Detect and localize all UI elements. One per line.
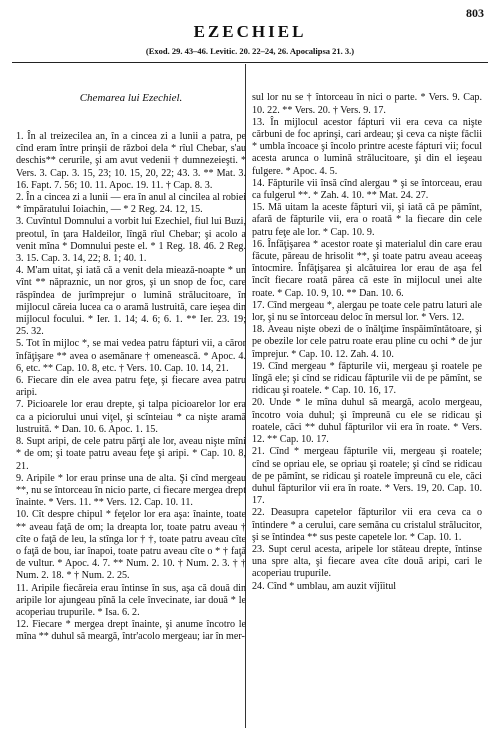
- right-column-text: sul lor nu se † întorceau în nici o parte. * Vers. 9. Cap. 10. 22. ** Vers. 20. † Vers. 9. 17. 13. În mijlocul acestor fápturi vii era ceva ca nişte cărbuni de foc aprinşi, cari ardeau; şi ceva ca nişte făclii * umbla încoace şi încolo printre aceste fápturi vii; focul acesta arunca o lumină strălucitoare, şi din el ieşeau fulgere. * Apoc. 4. 5. 14. Făpturile vii însă cînd alergau * şi se întorceau, erau ca fulgerul **. * Zah. 4. 10. ** Mat. 24. 27. 15. Mă uitam la aceste făpturi vii, şi iată că pe pămînt, afară de făpturile vii, era o roată * la fiecare din cele patru feţe ale lor. * Cap. 10. 9. 16. Înfăţişarea * acestor roate şi materialul din care erau făcute, păreau de hrisolit **, şi toate patru aveau aceeaş întocmire. Înfăţişarea şi alcătuirea lor erau de aşa fel încît fiecare roată părea că este în mijlocul unei alte roate. * Cap. 10. 9, 10. ** Dan. 10. 6. 17. Cînd mergeau *, alergau pe toate cele patru laturi ale lor, şi nu se întorceau deloc în mersul lor. * Vers. 12. 18. Aveau nişte obezi de o înălţime înspăimîntătoare, şi pe obezile lor cele patru roate erau pline cu ochi * de jur împrejur. * Cap. 10. 12. Zah. 4. 10. 19. Cînd mergeau * făpturile vii, mergeau şi roatele pe lîngă ele; şi cînd se ridicau făpturile vii de pe pămînt, se ridicau şi roatele. * Cap. 10. 16, 17. 20. Unde * le mîna duhul să meargă, acolo mergeau, încotro voia duhul; şi împreună cu ele se ridicau şi roatele, căci ** duhul făpturilor vii era în roate. * Vers. 12. ** Cap. 10. 17. 21. Cînd * mergeau făpturile vii, mergeau şi roatele; cînd se opriau ele, se opriau şi roatele; şi cînd se ridicau de pe pămînt, se ridicau şi roatele împreună cu ele, căci duhul făpturilor vii era în roate. * Vers. 19, 20. Cap. 10. 17. 22. Deasupra capetelor făpturilor vii era ceva ca o întindere * a cerului, care semăna cu cristalul strălucitor, şi se întindea ** sus peste capetele lor. * Cap. 10. 1. 23. Supt cerul acesta, aripele lor stăteau drepte, întinse una spre alta, şi fiecare avea cîte două aripi, cari le acoperiau trupurile. 24. Cînd * umblau, am auzit vîjîitul: [252, 92, 482, 592]
- book-title: EZECHIEL: [193, 22, 307, 41]
- right-column: [252, 68, 482, 617]
- header-rule: [12, 62, 488, 63]
- left-column: [16, 68, 246, 668]
- left-column-text: 1. În al treizecilea an, în a cincea zi a lunii a patra, pe cînd eram între prinşii de război dela * rîul Chebar, s'au deschis** cerurile, şi am avut vedenii † dumnezeieşti. * Vers. 3. Cap. 3. 15, 23; 10. 15, 20, 22; 43. 3. ** Mat. 3. 16. Fapt. 7. 56; 10. 11. Apoc. 19. 11. † Cap. 8. 3. 2. În a cincea zi a lunii — era în anul al cincilea al robiei * împăratului Ioiachin, — * 2 Reg. 24. 12, 15. 3. Cuvîntul Domnului a vorbit lui Ezechiel, fiul lui Buzi, preotul, în ţara Haldeilor, lîngă rîul Chebar; şi acolo a venit mîna * Domnului peste el. * 1 Reg. 18. 46. 2 Reg. 3. 15. Cap. 3. 14, 22; 8. 1; 40. 1. 4. M'am uitat, şi iată că a venit dela miează-noapte * un vînt ** năpraznic, un nor gros, şi un snop de foc, care răspîndea de jurîmprejur o lumină strălucitoare, în mijlocul căreia lucea ca o aramă lustruită, care ieşea din mijlocul focului. * Ier. 1. 14; 4. 6; 6. 1. ** Ier. 23. 19; 25. 32. 5. Tot în mijloc *, se mai vedea patru fápturi vii, a căror înfăţişare ** avea o asemănare † omenească. * Apoc. 4. 6, etc. ** Cap. 10. 8, etc. † Vers. 10. Cap. 10. 14, 21. 6. Fiecare din ele avea patru feţe, şi fiecare avea patru aripi. 7. Picioarele lor erau drepte, şi talpa picioarelor lor era ca a piciorului unui viţel, şi scînteiau * ca nişte aramă lustruită. * Dan. 10. 6. Apoc. 1. 15. 8. Supt aripi, de cele patru părţi ale lor, aveau nişte mîni * de om; şi toate patru aveau feţe şi aripi. * Cap. 10. 8, 21. 9. Aripile * lor erau prinse una de alta. Şi cînd mergeau **, nu se întorceau în nicio parte, ci fiecare mergea drept înainte. * Vers. 11. ** Vers. 12. Cap. 10. 11. 10. Cît despre chipul * feţelor lor era aşa: înainte, toate ** aveau faţă de om; la dreapta lor, toate patru aveau † cîte o faţă de leu, la stînga lor † †, toate patru aveau cîte o faţă de bou, iar înapoi, toate patru aveau cîte o * † faţă de vultur. * Apoc. 4. 7. ** Num. 2. 10. † Num. 2. 3. † † Num. 2. 18. * † Num. 2. 25. 11. Aripile fiecăreia erau întinse în sus, aşa că două din aripile lor ajungeau pînă la cele învecinate, iar două * le acoperiau trupurile. * Isa. 6. 2. 12. Fiecare * mergea drept înainte, şi anume încotro le mîna ** duhul să meargă, într'acolo mergeau; iar în mer-: [16, 131, 246, 643]
- section-heading: Chemarea lui Ezechiel.: [79, 92, 183, 105]
- cross-references: (Exod. 29. 43–46. Levitic. 20. 22–24, 26. Apocalipsa 21. 3.): [145, 46, 355, 56]
- page-number: 803: [466, 6, 484, 20]
